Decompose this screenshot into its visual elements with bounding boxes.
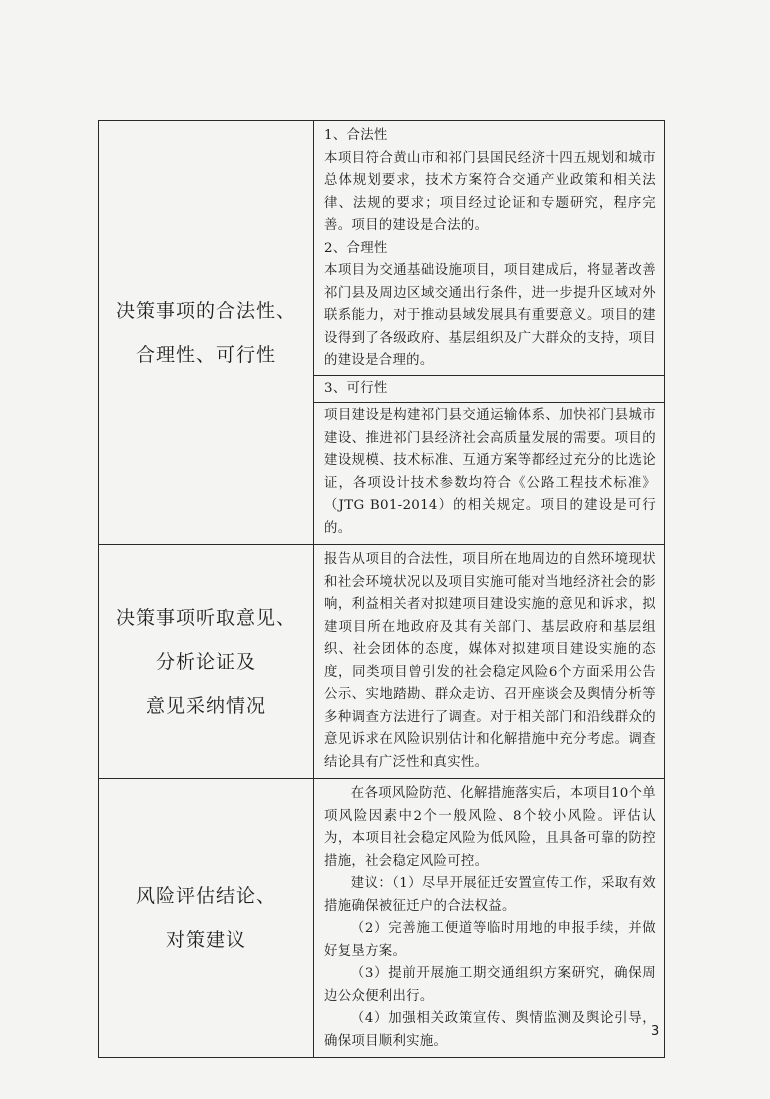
- row-label-line: 决策事项听取意见、: [115, 606, 296, 629]
- section-heading: 2、合理性: [324, 240, 388, 256]
- recommendation-paragraph: 建议：（1）尽早开展征迁安置宣传工作，采取有效措施确保被征迁户的合法权益。: [324, 876, 656, 914]
- page-number: 3: [651, 1024, 660, 1039]
- section-body: 本项目为交通基础设施项目，项目建成后，将显著改善祁门县及周边区域交通出行条件，进一步提升区域对外联系能力，对于推动县域发展具有重要意义。项目的建设得到了各级政府、基层组织及广大群众的支持，项目的建设是合理的。: [324, 263, 656, 368]
- section-body: 本项目符合黄山市和祁门县国民经济十四五规划和城市总体规划要求，技术方案符合交通产业政策和相关法律、法规的要求；项目经过论证和专题研究，程序完善。项目的建设是合法的。: [324, 150, 656, 233]
- section-heading: 3、可行性: [324, 380, 388, 396]
- row-label: [99, 779, 314, 1058]
- row-content: [314, 779, 665, 1058]
- row-label-line: 对策建议: [165, 929, 246, 951]
- row-label-line: 分析论证及: [155, 650, 256, 673]
- divider: [314, 375, 664, 376]
- divider: [314, 402, 664, 403]
- row-content: [314, 121, 665, 545]
- row-label: [99, 121, 314, 545]
- recommendation-paragraph: （2）完善施工便道等临时用地的申报手续，并做好复垦方案。: [324, 921, 656, 959]
- assessment-table: [98, 120, 665, 1058]
- section-heading: 1、合法性: [324, 128, 388, 143]
- row-label-line: 风险评估结论、: [135, 885, 276, 907]
- table-row-consultation: [99, 545, 665, 779]
- table-row-legality: [99, 121, 665, 545]
- section-body: 报告从项目的合法性，项目所在地周边的自然环境现状和社会环境状况以及项目实施可能对当地经济社会的影响，利益相关者对拟建项目建设实施的意见和诉求，拟建项目所在地政府及其有关部门、基层政府和基层组织、社会团体的态度，媒体对拟建项目建设实施的态度，同类项目曾引发的社会稳定风险6个方面采用公告公示、实地踏勘、群众走访、召开座谈会及舆情分析等多种调查方法进行了调查。对于相关部门和沿线群众的意见诉求在风险识别估计和化解措施中充分考虑。调查结论具有广泛性和真实性。: [324, 552, 656, 770]
- row-label-line: 合理性、可行性: [135, 343, 276, 366]
- row-label-line: 意见采纳情况: [145, 694, 266, 717]
- conclusion-paragraph: 在各项风险防范、化解措施落实后，本项目10个单项风险因素中2个一般风险、8个较小风险。评估认为，本项目社会稳定风险为低风险，且具备可靠的防控措施，社会稳定风险可控。: [324, 786, 656, 869]
- section-body: 项目建设是构建祁门县交通运输体系、加快祁门县城市建设、推进祁门县经济社会高质量发展的需要。项目的建设规模、技术标准、互通方案等都经过充分的比选论证，各项设计技术参数均符合《公路工程技术标准》（JTG B01-2014）的相关规定。项目的建设是可行的。: [324, 408, 656, 536]
- table-row-risk-conclusion: [99, 779, 665, 1058]
- recommendation-paragraph: （4）加强相关政策宣传、舆情监测及舆论引导，确保项目顺利实施。: [324, 1011, 656, 1049]
- row-label: [99, 545, 314, 779]
- recommendation-paragraph: （3）提前开展施工期交通组织方案研究，确保周边公众便利出行。: [324, 966, 656, 1004]
- row-label-line: 决策事项的合法性、: [115, 299, 296, 322]
- row-content: [314, 545, 665, 779]
